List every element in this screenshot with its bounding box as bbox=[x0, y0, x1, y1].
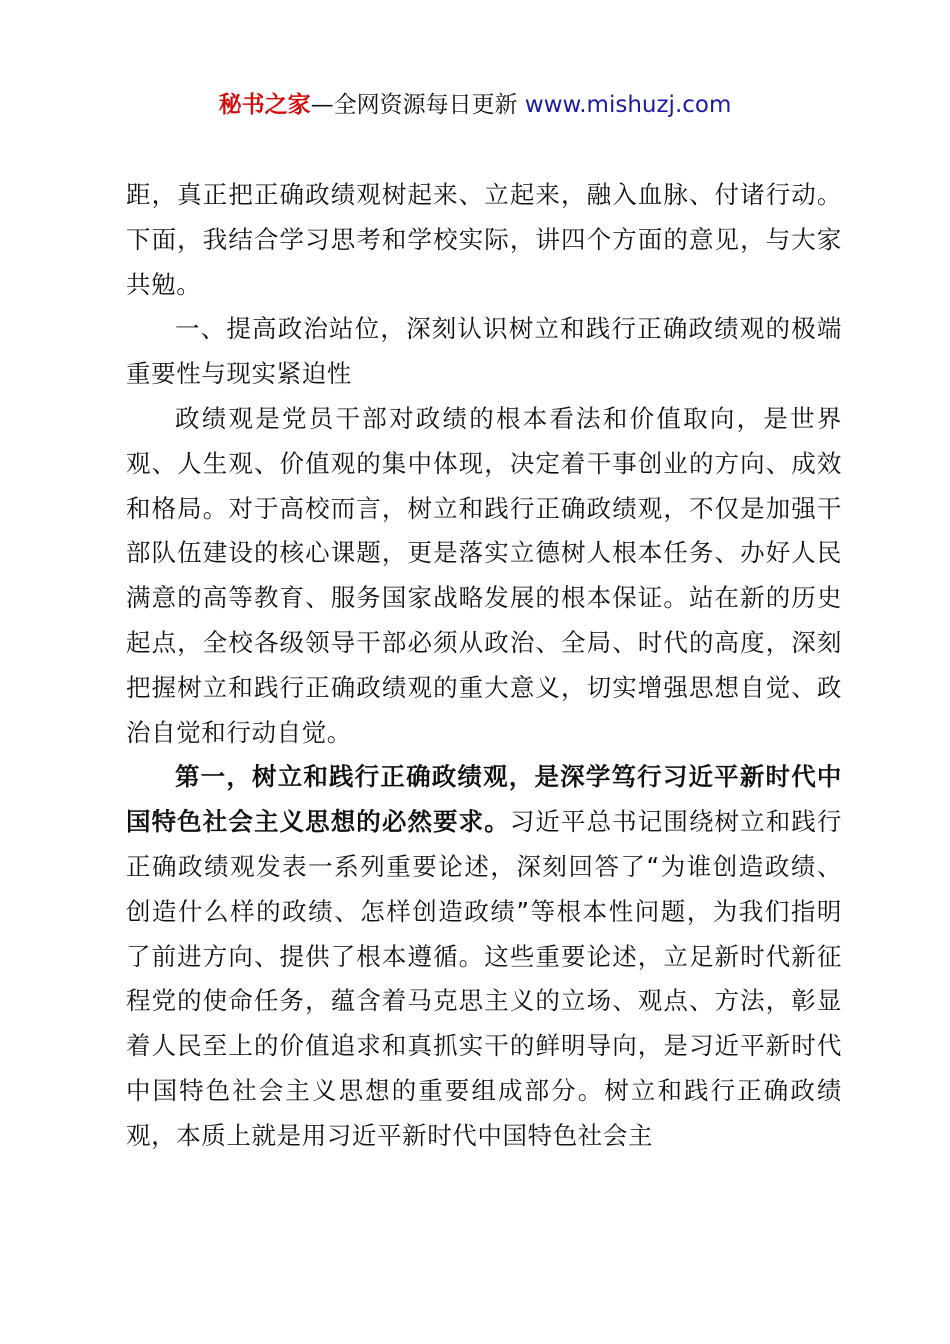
paragraph-continued: 距，真正把正确政绩观树起来、立起来，融入血脉、付诸行动。下面，我结合学习思考和学校实际，讲四个方面的意见，与大家共勉。 bbox=[126, 180, 842, 299]
paragraph-text: 习近平总书记围绕树立和践行正确政绩观发表一系列重要论述，深刻回答了“为谁创造政绩、创造什么样的政绩、怎样创造政绩”等根本性问题，为我们指明了前进方向、提供了根本遵循。这些重要论述，立足新时代新征程党的使命任务，蕴含着马克思主义的立场、观点、方法，彰显着人民至上的价值追求和真抓实干的鲜明导向，是习近平新时代中国特色社会主义思想的重要组成部分。树立和践行正确政绩观，本质上就是用习近平新时代中国特色社会主 bbox=[126, 807, 842, 1150]
paragraph bbox=[126, 755, 842, 1158]
header-tagline: —全网资源每日更新 bbox=[310, 92, 525, 118]
brand-name: 秘书之家 bbox=[218, 92, 311, 118]
page-header bbox=[0, 88, 950, 122]
paragraph: 政绩观是党员干部对政绩的根本看法和价值取向，是世界观、人生观、价值观的集中体现，决定着干事创业的方向、成效和格局。对于高校而言，树立和践行正确政绩观，不仅是加强干部队伍建设的核心课题，更是落实立德树人根本任务、办好人民满意的高等教育、服务国家战略发展的根本保证。站在新的历史起点，全校各级领导干部必须从政治、全局、时代的高度，深刻把握树立和践行正确政绩观的重大意义，切实增强思想自觉、政治自觉和行动自觉。 bbox=[126, 403, 842, 747]
site-url[interactable]: www.mishuzj.com bbox=[524, 92, 732, 118]
section-heading: 一、提高政治站位，深刻认识树立和践行正确政绩观的极端重要性与现实紧迫性 bbox=[126, 314, 842, 389]
paragraph-lead-bold: 第一，树立和践行正确政绩观，是深学笃行习近平新时代中国特色社会主义思想的必然要求。 bbox=[126, 762, 842, 837]
document-body bbox=[126, 173, 842, 1159]
